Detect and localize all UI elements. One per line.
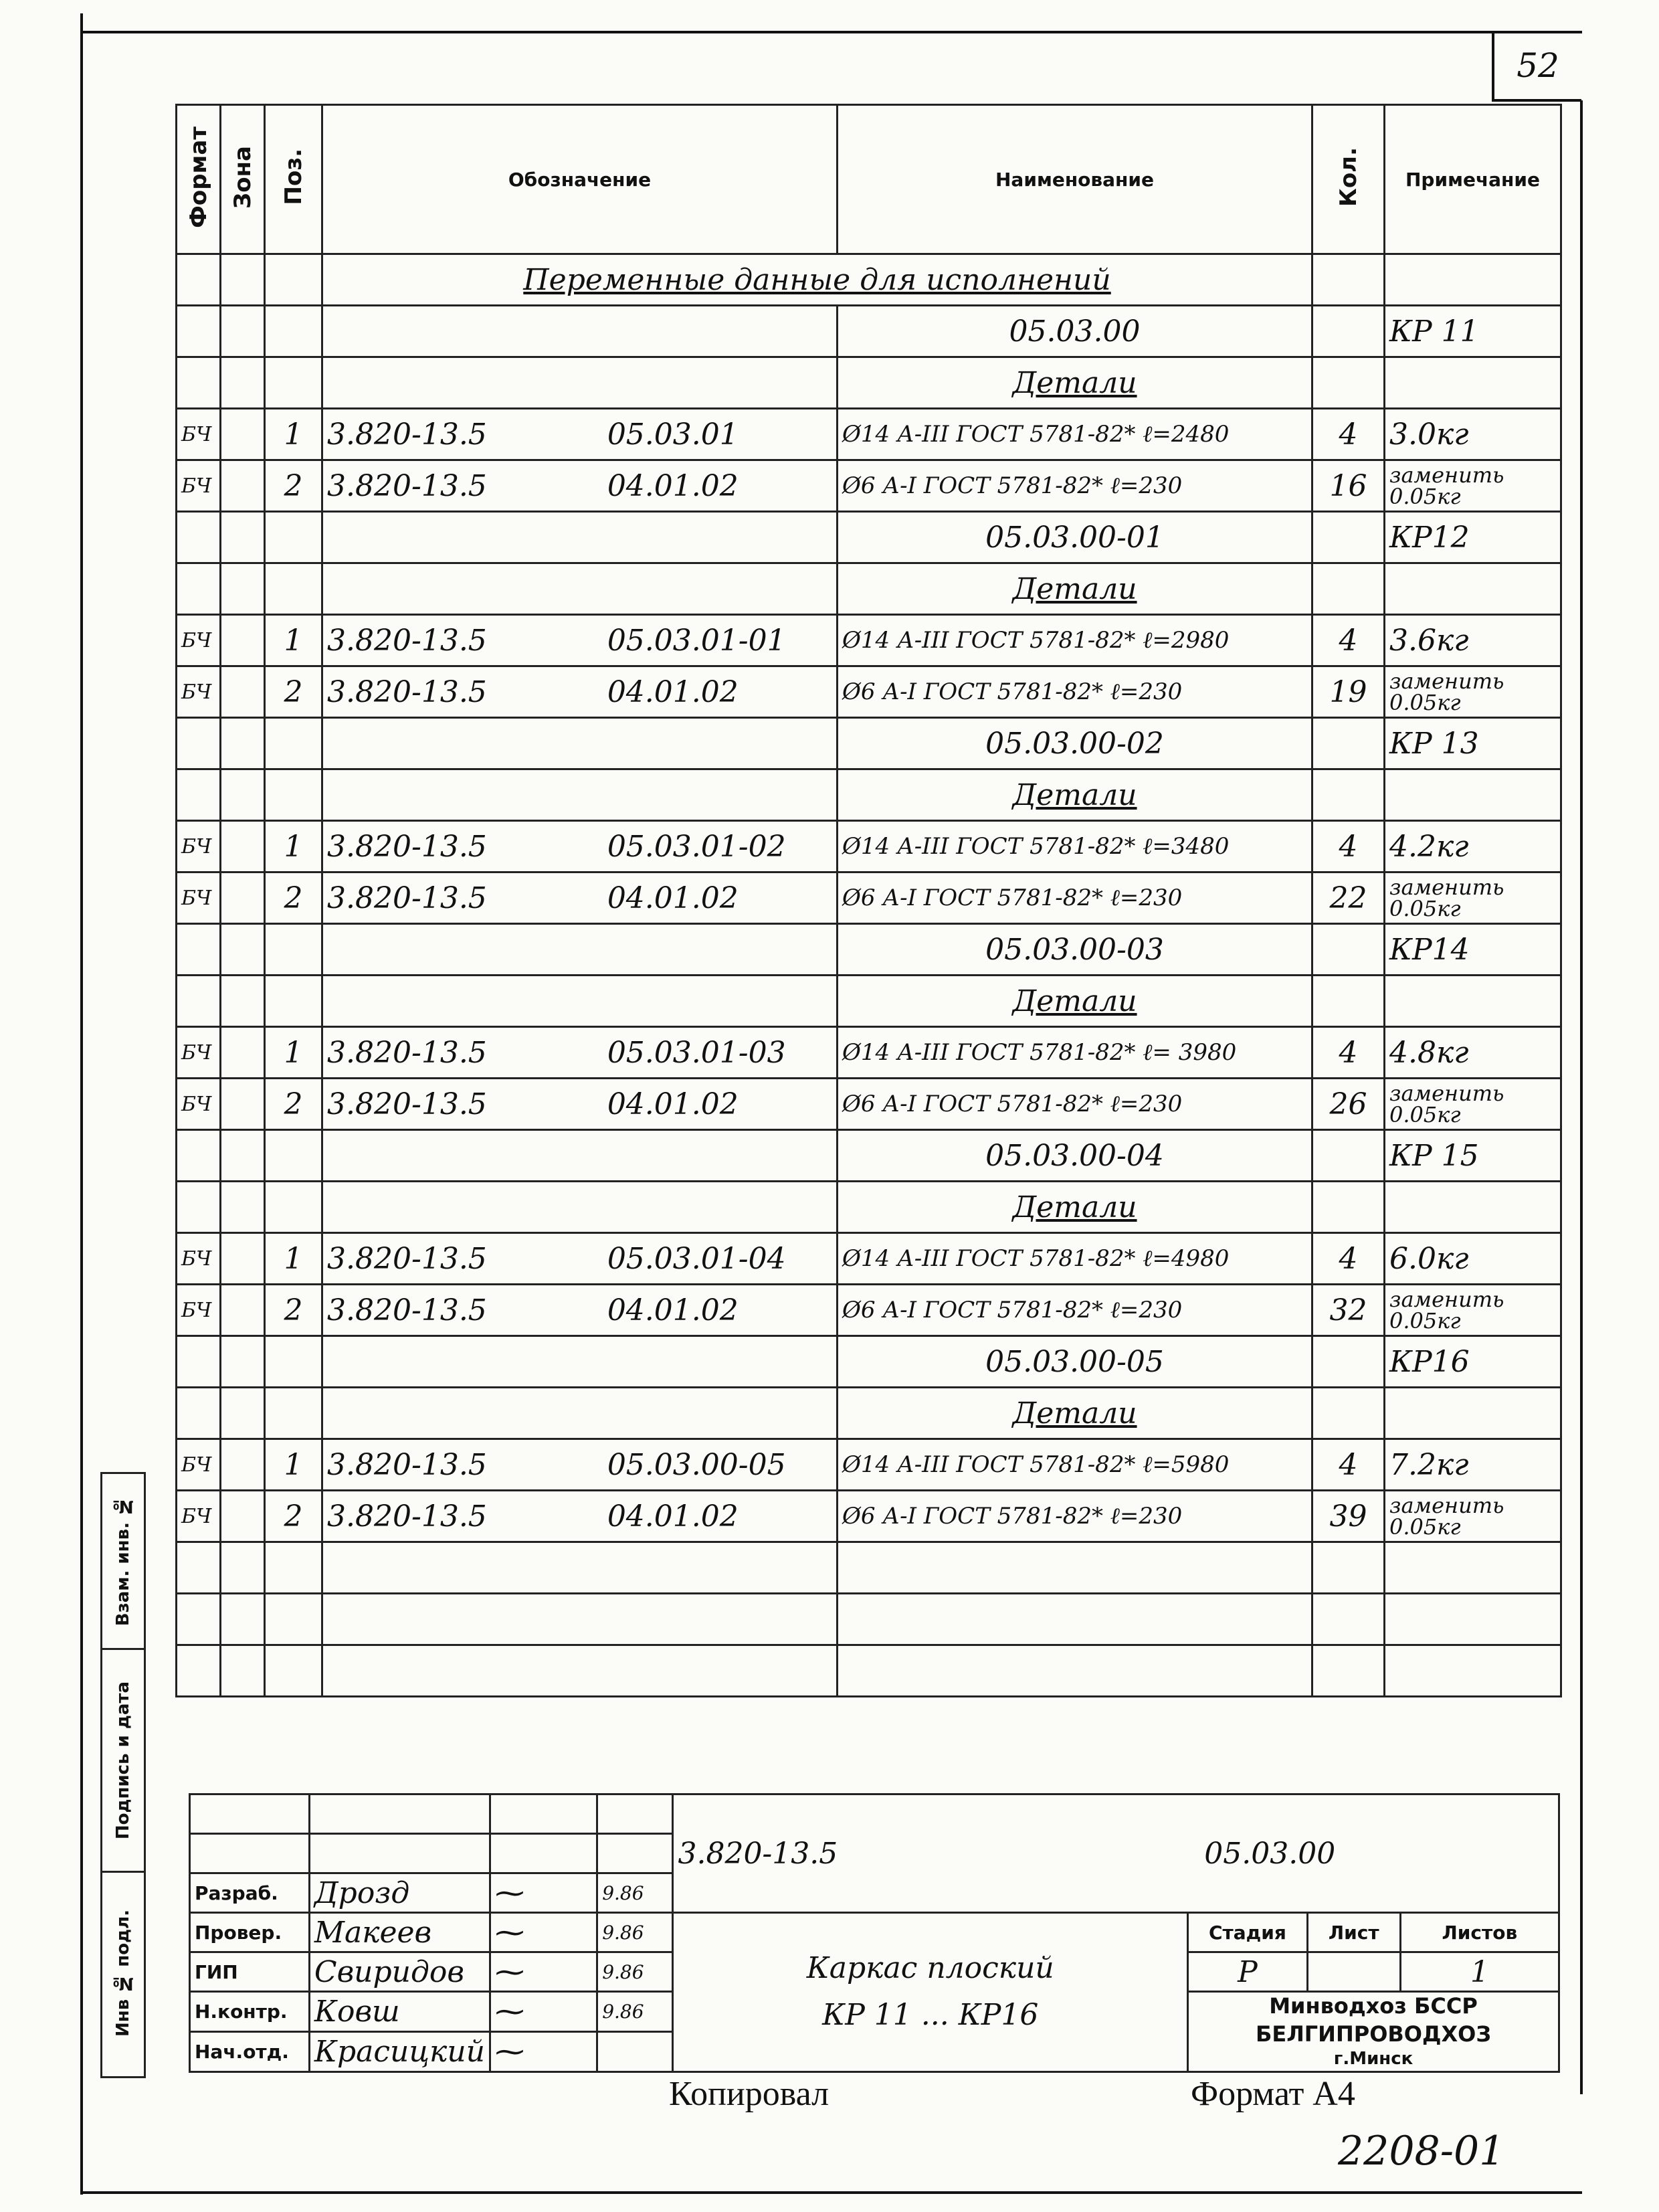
cell-format: [177, 1594, 221, 1645]
header-row: [177, 105, 1561, 254]
side-strip-inv-dup: Взам. инв. №: [102, 1474, 144, 1650]
cell-name: Ø6 А-I ГОСТ 5781-82* ℓ=230: [838, 1491, 1312, 1542]
header-zone: Зона: [221, 105, 265, 254]
variant-name: 05.03.00-04: [838, 1130, 1312, 1182]
cell-format: [177, 254, 221, 306]
cell-qty: [1312, 357, 1385, 409]
cell-designation: [322, 563, 838, 615]
cell-zone: [221, 357, 265, 409]
cell-zone: [221, 1336, 265, 1388]
cell-designation: [322, 1182, 838, 1233]
cell-pos: [265, 1182, 322, 1233]
table-row: [177, 1645, 1561, 1697]
cell-zone: [221, 306, 265, 357]
variant-name: 05.03.00-01: [838, 512, 1312, 563]
cell-qty: [1312, 254, 1385, 306]
cell-name: Ø14 А-III ГОСТ 5781-82* ℓ=4980: [838, 1233, 1312, 1285]
header-qty: Кол.: [1312, 105, 1385, 254]
table-row: [177, 821, 1561, 872]
table-row: [177, 1439, 1561, 1491]
cell-qty: 4: [1312, 821, 1385, 872]
cell-name: Ø14 А-III ГОСТ 5781-82* ℓ= 3980: [838, 1027, 1312, 1079]
cell-pos: 1: [265, 821, 322, 872]
cell-qty: 32: [1312, 1285, 1385, 1336]
table-row: [177, 254, 1561, 306]
organization-cell: Минводхоз БССР БЕЛГИПРОВОДХОЗ г.Минск: [1188, 1992, 1559, 2072]
cell-format: БЧ: [177, 460, 221, 512]
table-row: [177, 1079, 1561, 1130]
cell-qty: 19: [1312, 666, 1385, 718]
cell-format: [177, 512, 221, 563]
cell-zone: [221, 924, 265, 976]
cell-format: [177, 1542, 221, 1594]
cell-note: 7.2кг: [1385, 1439, 1561, 1491]
cell-qty: [1312, 1336, 1385, 1388]
cell-pos: [265, 1542, 322, 1594]
cell-note: [1385, 254, 1561, 306]
cell-note: [1385, 357, 1561, 409]
cell-name: Ø14 А-III ГОСТ 5781-82* ℓ=3480: [838, 821, 1312, 872]
cell-pos: [265, 512, 322, 563]
table-row: [177, 1542, 1561, 1594]
table-row: [177, 512, 1561, 563]
format-label: Формат А4: [1191, 2075, 1355, 2113]
cell-qty: 4: [1312, 1027, 1385, 1079]
cell-format: [177, 1388, 221, 1439]
cell-pos: [265, 1130, 322, 1182]
cell-pos: 2: [265, 666, 322, 718]
table-row: [177, 1594, 1561, 1645]
cell-designation: [322, 718, 838, 769]
variant-name: 05.03.00-03: [838, 924, 1312, 976]
cell-zone: [221, 1439, 265, 1491]
cell-pos: [265, 306, 322, 357]
table-row: [177, 1027, 1561, 1079]
cell-designation: 3.820-13.5 04.01.02: [322, 1285, 838, 1336]
cell-pos: [265, 357, 322, 409]
cell-format: БЧ: [177, 1285, 221, 1336]
cell-pos: [265, 769, 322, 821]
cell-designation: [322, 1130, 838, 1182]
cell-qty: [1312, 769, 1385, 821]
cell-zone: [221, 460, 265, 512]
side-strip-inv-orig: Инв № подл.: [113, 1909, 133, 2037]
table-row: [177, 1130, 1561, 1182]
cell-zone: [221, 821, 265, 872]
cell-zone: [221, 1645, 265, 1697]
cell-pos: [265, 254, 322, 306]
variant-note: КР 13: [1385, 718, 1561, 769]
role-row: Нач.отд. Красицкий ⁓: [190, 2031, 1559, 2071]
cell-name: Ø14 А-III ГОСТ 5781-82* ℓ=5980: [838, 1439, 1312, 1491]
role-row: Н.контр. Ковш ⁓ 9.86 Минводхоз БССР БЕЛГИПРОВОДХОЗ г.Минск: [190, 1992, 1559, 2032]
cell-zone: [221, 1491, 265, 1542]
cell-qty: [1312, 1388, 1385, 1439]
section-heading: Детали: [838, 563, 1312, 615]
cell-qty: [1312, 1645, 1385, 1697]
cell-designation: 3.820-13.5 04.01.02: [322, 460, 838, 512]
cell-format: [177, 769, 221, 821]
cell-zone: [221, 769, 265, 821]
cell-pos: 2: [265, 1079, 322, 1130]
section-heading: Детали: [838, 1388, 1312, 1439]
cell-zone: [221, 1182, 265, 1233]
cell-qty: 4: [1312, 1233, 1385, 1285]
cell-zone: [221, 1285, 265, 1336]
variant-note: КР 11: [1385, 306, 1561, 357]
cell-zone: [221, 1130, 265, 1182]
side-strip: [100, 1472, 146, 2078]
table-row: [177, 615, 1561, 666]
cell-qty: [1312, 306, 1385, 357]
cell-zone: [221, 1388, 265, 1439]
product-name-1: Каркас плоский: [806, 1951, 1054, 1986]
cell-note: 3.0кг: [1385, 409, 1561, 460]
cell-qty: [1312, 1130, 1385, 1182]
cell-note: [1385, 1594, 1561, 1645]
frame-right: [1580, 100, 1583, 2094]
cell-pos: [265, 563, 322, 615]
cell-pos: [265, 1594, 322, 1645]
cell-format: БЧ: [177, 1233, 221, 1285]
section-heading: Детали: [838, 357, 1312, 409]
header-note: Примечание: [1385, 105, 1561, 254]
cell-note: заменить 0.05кг: [1385, 1285, 1561, 1336]
specification-table: [175, 104, 1562, 1697]
cell-designation: 3.820-13.5 05.03.01-03: [322, 1027, 838, 1079]
cell-designation: [322, 1645, 838, 1697]
cell-zone: [221, 1079, 265, 1130]
signature: ⁓: [490, 1913, 597, 1952]
cell-pos: 2: [265, 1491, 322, 1542]
cell-note: [1385, 976, 1561, 1027]
table-row: [177, 460, 1561, 512]
table-row: [177, 357, 1561, 409]
table-row: [177, 769, 1561, 821]
cell-zone: [221, 254, 265, 306]
cell-format: [177, 924, 221, 976]
cell-format: БЧ: [177, 1027, 221, 1079]
table-row: [177, 306, 1561, 357]
cell-pos: [265, 1645, 322, 1697]
cell-format: БЧ: [177, 821, 221, 872]
cell-pos: 2: [265, 872, 322, 924]
archive-number: 2208-01: [1338, 2128, 1505, 2175]
section-heading: Детали: [838, 976, 1312, 1027]
doc-code-cell: 3.820-13.5 05.03.00: [673, 1794, 1559, 1913]
cell-zone: [221, 512, 265, 563]
table-row: [177, 718, 1561, 769]
cell-note: 4.2кг: [1385, 821, 1561, 872]
header-pos: Поз.: [265, 105, 322, 254]
cell-zone: [221, 1233, 265, 1285]
cell-note: 6.0кг: [1385, 1233, 1561, 1285]
frame-bottom: [80, 2191, 1582, 2194]
table-row: [177, 1388, 1561, 1439]
cell-note: 4.8кг: [1385, 1027, 1561, 1079]
cell-designation: 3.820-13.5 04.01.02: [322, 872, 838, 924]
cell-pos: 1: [265, 409, 322, 460]
cell-name: [838, 1645, 1312, 1697]
cell-qty: 22: [1312, 872, 1385, 924]
cell-qty: 4: [1312, 1439, 1385, 1491]
cell-format: [177, 1182, 221, 1233]
cell-designation: [322, 1388, 838, 1439]
cell-format: [177, 1336, 221, 1388]
cell-qty: 16: [1312, 460, 1385, 512]
cell-zone: [221, 1542, 265, 1594]
cell-format: БЧ: [177, 409, 221, 460]
variant-note: КР16: [1385, 1336, 1561, 1388]
cell-designation: 3.820-13.5 05.03.00-05: [322, 1439, 838, 1491]
table-row: [177, 872, 1561, 924]
cell-pos: 1: [265, 1027, 322, 1079]
cell-designation: [322, 512, 838, 563]
product-name-2: КР 11 ... КР16: [822, 1998, 1039, 2033]
cell-format: БЧ: [177, 1491, 221, 1542]
cell-designation: 3.820-13.5 05.03.01: [322, 409, 838, 460]
cell-name: Ø6 А-I ГОСТ 5781-82* ℓ=230: [838, 1285, 1312, 1336]
cell-designation: 3.820-13.5 05.03.01-04: [322, 1233, 838, 1285]
cell-designation: [322, 1336, 838, 1388]
cell-note: [1385, 769, 1561, 821]
cell-designation: [322, 924, 838, 976]
variant-note: КР12: [1385, 512, 1561, 563]
variant-name: 05.03.00-02: [838, 718, 1312, 769]
cell-qty: 4: [1312, 615, 1385, 666]
cell-name: Ø6 А-I ГОСТ 5781-82* ℓ=230: [838, 872, 1312, 924]
cell-note: заменить 0.05кг: [1385, 460, 1561, 512]
cell-pos: [265, 924, 322, 976]
signature: ⁓: [490, 1952, 597, 1992]
cell-pos: 2: [265, 1285, 322, 1336]
cell-format: [177, 976, 221, 1027]
cell-zone: [221, 1027, 265, 1079]
role-row: Провер. Макеев ⁓ 9.86 Каркас плоский КР 11 ... КР16 Стадия Лист Листов: [190, 1913, 1559, 1952]
cell-designation: 3.820-13.5 05.03.01-02: [322, 821, 838, 872]
variant-name: 05.03.00: [838, 306, 1312, 357]
cell-note: [1385, 1388, 1561, 1439]
header-name: Наименование: [838, 105, 1312, 254]
cell-name: Ø14 А-III ГОСТ 5781-82* ℓ=2980: [838, 615, 1312, 666]
cell-pos: 1: [265, 1233, 322, 1285]
cell-note: 3.6кг: [1385, 615, 1561, 666]
cell-pos: 1: [265, 615, 322, 666]
cell-note: заменить 0.05кг: [1385, 1491, 1561, 1542]
cell-qty: [1312, 512, 1385, 563]
cell-pos: [265, 718, 322, 769]
role-row: ГИП Свиридов ⁓ 9.86 Р 1: [190, 1952, 1559, 1992]
cell-qty: [1312, 563, 1385, 615]
cell-designation: [322, 976, 838, 1027]
variant-note: КР 15: [1385, 1130, 1561, 1182]
table-row: [177, 1285, 1561, 1336]
table-row: [177, 924, 1561, 976]
role-row: Разраб. Дрозд ⁓ 9.86: [190, 1873, 1559, 1913]
cell-zone: [221, 409, 265, 460]
signature: ⁓: [490, 2031, 597, 2071]
cell-qty: [1312, 1182, 1385, 1233]
cell-qty: 26: [1312, 1079, 1385, 1130]
cell-qty: 39: [1312, 1491, 1385, 1542]
cell-format: [177, 563, 221, 615]
cell-format: БЧ: [177, 615, 221, 666]
cell-note: заменить 0.05кг: [1385, 1079, 1561, 1130]
section-heading: Детали: [838, 1182, 1312, 1233]
cell-name: Ø6 А-I ГОСТ 5781-82* ℓ=230: [838, 460, 1312, 512]
cell-format: БЧ: [177, 1079, 221, 1130]
cell-name: [838, 1542, 1312, 1594]
cell-zone: [221, 1594, 265, 1645]
cell-name: Ø6 А-I ГОСТ 5781-82* ℓ=230: [838, 1079, 1312, 1130]
cell-qty: 4: [1312, 409, 1385, 460]
cell-name: Ø6 А-I ГОСТ 5781-82* ℓ=230: [838, 666, 1312, 718]
cell-designation: 3.820-13.5 05.03.01-01: [322, 615, 838, 666]
product-name-cell: [673, 1913, 1188, 2072]
section-heading: Детали: [838, 769, 1312, 821]
cell-name: Ø14 А-III ГОСТ 5781-82* ℓ=2480: [838, 409, 1312, 460]
table-row: [177, 976, 1561, 1027]
copied-label: Копировал: [669, 2075, 830, 2113]
cell-zone: [221, 976, 265, 1027]
cell-qty: [1312, 1542, 1385, 1594]
cell-zone: [221, 872, 265, 924]
cell-note: [1385, 1542, 1561, 1594]
title-block: [189, 1793, 1560, 2073]
cell-format: БЧ: [177, 1439, 221, 1491]
cell-zone: [221, 718, 265, 769]
signature: ⁓: [490, 1992, 597, 2032]
cell-designation: 3.820-13.5 04.01.02: [322, 666, 838, 718]
frame-top: [80, 31, 1582, 33]
cell-designation: [322, 306, 838, 357]
cell-note: [1385, 1182, 1561, 1233]
signature: ⁓: [490, 1873, 597, 1913]
table-row: [177, 409, 1561, 460]
cell-designation: [322, 1594, 838, 1645]
cell-note: заменить 0.05кг: [1385, 872, 1561, 924]
cell-note: [1385, 1645, 1561, 1697]
cell-qty: [1312, 924, 1385, 976]
table-row: [177, 563, 1561, 615]
cell-qty: [1312, 718, 1385, 769]
cell-format: [177, 1645, 221, 1697]
cell-pos: [265, 1336, 322, 1388]
section-title: Переменные данные для исполнений: [322, 254, 1312, 306]
cell-zone: [221, 563, 265, 615]
side-strip-sign-date: Подпись и дата: [102, 1650, 144, 1873]
table-row: [177, 1491, 1561, 1542]
cell-note: [1385, 563, 1561, 615]
cell-note: заменить 0.05кг: [1385, 666, 1561, 718]
cell-name: [838, 1594, 1312, 1645]
header-designation: Обозначение: [322, 105, 838, 254]
cell-designation: 3.820-13.5 04.01.02: [322, 1491, 838, 1542]
cell-qty: [1312, 976, 1385, 1027]
variant-name: 05.03.00-05: [838, 1336, 1312, 1388]
table-row: [177, 1233, 1561, 1285]
variant-note: КР14: [1385, 924, 1561, 976]
cell-pos: [265, 976, 322, 1027]
cell-format: БЧ: [177, 872, 221, 924]
cell-pos: 2: [265, 460, 322, 512]
header-format: Формат: [177, 105, 221, 254]
cell-designation: [322, 1542, 838, 1594]
cell-designation: [322, 357, 838, 409]
cell-designation: 3.820-13.5 04.01.02: [322, 1079, 838, 1130]
frame-left: [80, 13, 83, 2195]
cell-format: [177, 306, 221, 357]
table-row: [177, 1182, 1561, 1233]
table-row: [177, 666, 1561, 718]
cell-pos: [265, 1388, 322, 1439]
cell-format: БЧ: [177, 666, 221, 718]
cell-format: [177, 718, 221, 769]
cell-designation: [322, 769, 838, 821]
cell-qty: [1312, 1594, 1385, 1645]
cell-pos: 1: [265, 1439, 322, 1491]
table-row: [177, 1336, 1561, 1388]
cell-zone: [221, 666, 265, 718]
sheet-number: 52: [1492, 32, 1581, 102]
cell-format: [177, 1130, 221, 1182]
cell-zone: [221, 615, 265, 666]
cell-format: [177, 357, 221, 409]
